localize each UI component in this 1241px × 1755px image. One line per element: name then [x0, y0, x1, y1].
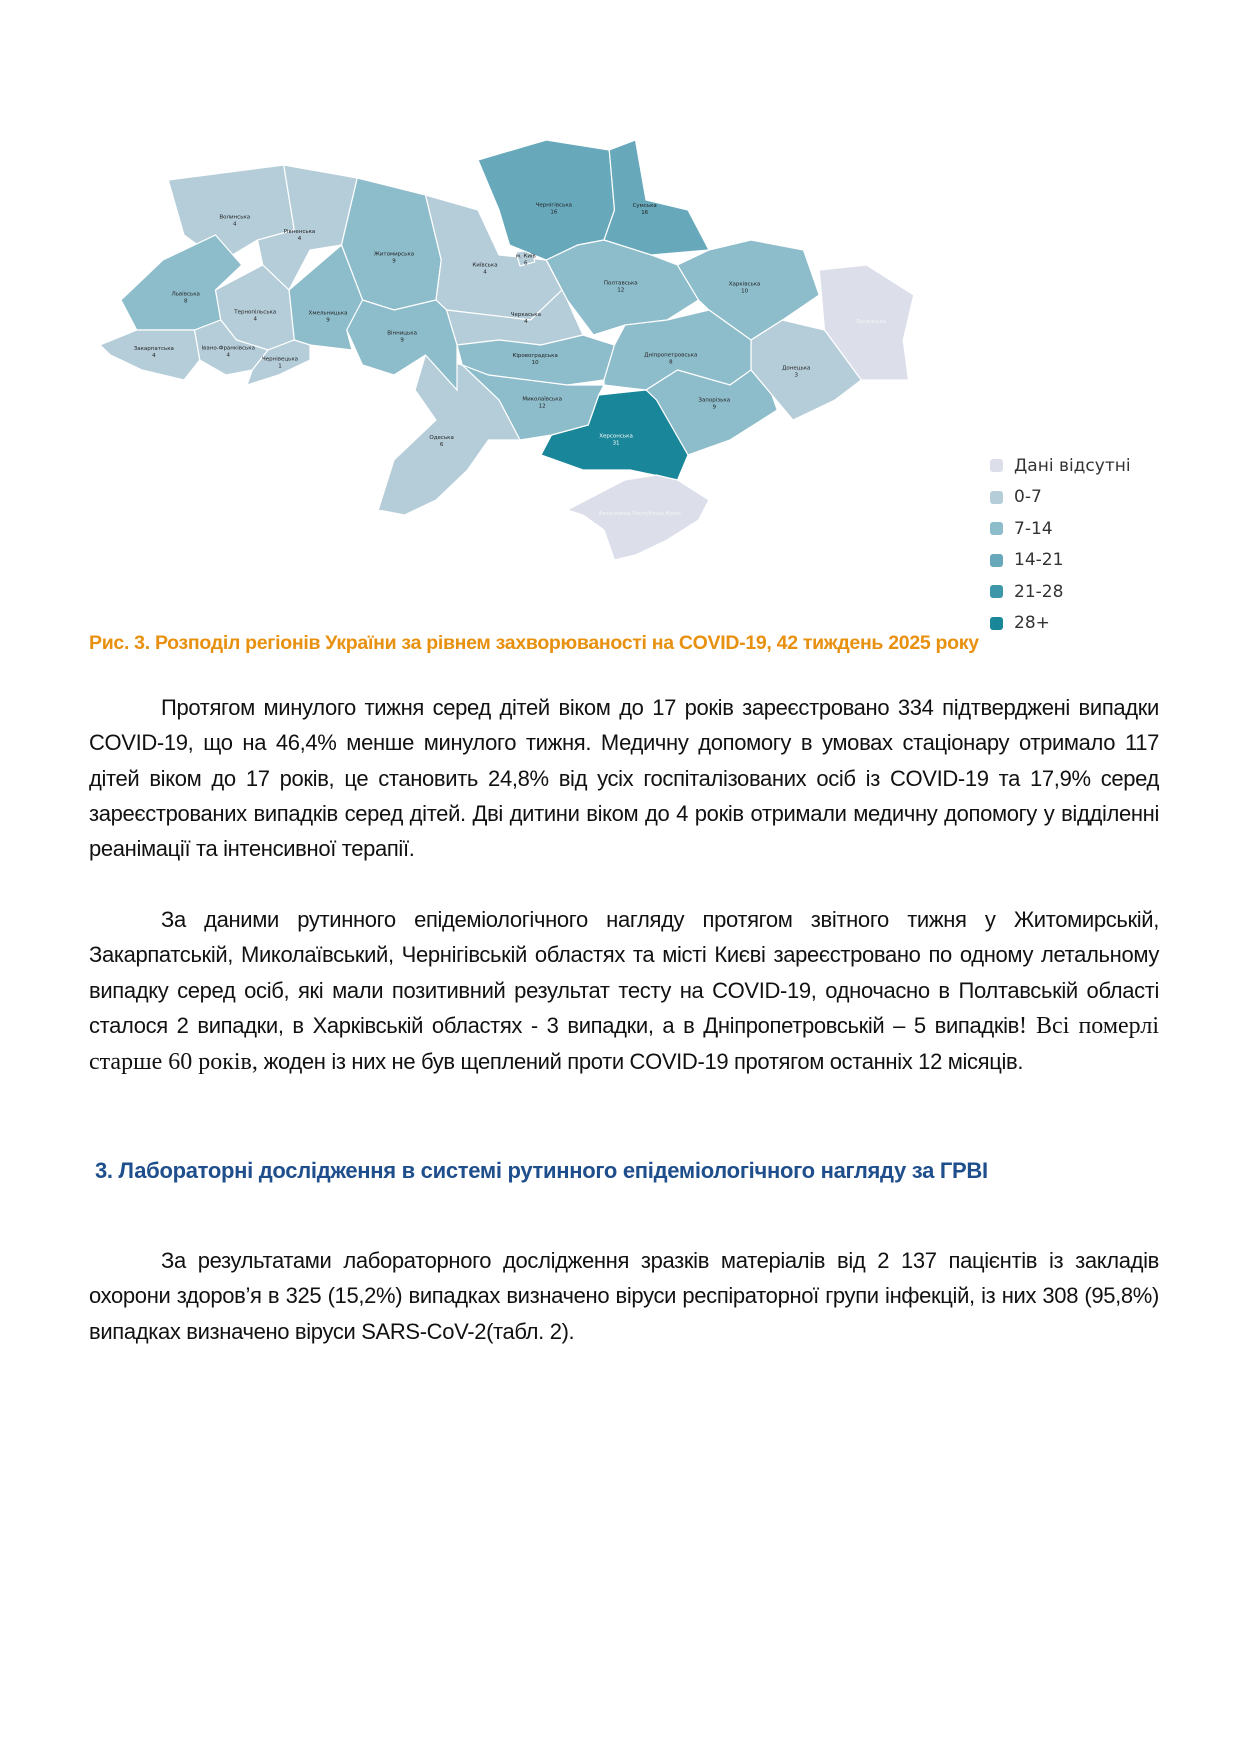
- region-name-label: Чернівецька: [261, 356, 299, 363]
- region-name-label: Івано-Франківська: [201, 345, 255, 352]
- legend-label: Дані відсутні: [1014, 455, 1131, 476]
- region-value-label: 4: [233, 221, 237, 228]
- region-value-label: 4: [226, 352, 230, 359]
- paragraph-deaths: [89, 902, 1159, 1080]
- legend-swatch: [990, 585, 1003, 598]
- region-crimea: [567, 475, 709, 560]
- legend-swatch: [990, 554, 1003, 567]
- paragraph-lab: За результатами лабораторного дослідження зразків матеріалів від 2 137 пацієнтів із закладів охорони здоров’я в 325 (15,2%) випадках визначено віруси респіраторної групи інфекцій, із них 308 (95,8%) випадках визначено віруси SARS-CoV-2(табл. 2).: [89, 1248, 1159, 1344]
- region-name-label: Дніпропетровська: [644, 352, 698, 359]
- legend-swatch: [990, 459, 1003, 472]
- region-name-label: Миколаївська: [522, 396, 562, 403]
- region-name-label: Тернопільська: [234, 309, 277, 316]
- region-value-label: 9: [326, 317, 330, 324]
- legend-label: 28+: [1014, 613, 1050, 634]
- legend-item-7-14: [990, 513, 1131, 545]
- legend-label: 7-14: [1014, 518, 1053, 539]
- region-value-label: 4: [524, 319, 528, 326]
- region-name-label: Донецька: [782, 365, 811, 372]
- region-value-label: 4: [253, 316, 257, 323]
- region-value-label: 9: [392, 258, 396, 265]
- legend-item-21-28: [990, 576, 1131, 608]
- paragraph-children: Протягом минулого тижня серед дітей віком до 17 років зареєстровано 334 підтверджені випадки COVID-19, що на 46,4% менше минулого тижня. Медичну допомогу в умовах стаціонару отримало 117 дітей віком до 17 років, це становить 24,8% від усіх госпіталізованих осіб із COVID-19 та 17,9% серед зареєстрованих випадків серед дітей. Дві дитини віком до 4 років отримали медичну допомогу у відділенні реанімації та інтенсивної терапії.: [89, 695, 1159, 862]
- region-zakarpattia: [100, 330, 200, 380]
- region-name-label: м. Київ: [515, 253, 536, 260]
- region-value-label: 16: [550, 209, 558, 216]
- legend-item-0-7: [990, 482, 1131, 514]
- region-value-label: 12: [538, 403, 546, 410]
- region-name-label: Рівненська: [283, 228, 316, 235]
- region-name-label: Одеська: [429, 434, 454, 441]
- legend-item-28-plus: [990, 608, 1131, 640]
- legend-swatch: [990, 491, 1003, 504]
- region-name-label: Житомирська: [373, 251, 415, 258]
- figure-caption: Рис. 3. Розподіл регіонів України за рівнем захворюваності на COVID-19, 42 тиждень 2025 року: [89, 632, 979, 654]
- text-span: За даними рутинного епідеміологічного нагляду протягом звітного тижня у Житомирській, Закарпатській, Миколаївський, Чернігівській областях та місті Києві зареєстровано по одному летальному випадку серед осіб, які мали позитивний результат тесту на COVID-19, одночасно в Полтавській області сталося 2 випадки, в Харківській областях - 3 випадки, а в Дніпропетровській – 5 випадків: [89, 907, 1159, 1038]
- region-name-label: Запорізька: [698, 397, 731, 404]
- region-value-label: 1: [278, 363, 282, 370]
- region-value-label: 9: [712, 404, 716, 411]
- region-name-label: Волинська: [219, 214, 251, 221]
- region-name-label: Чернігівська: [535, 202, 573, 209]
- region-value-label: 8: [184, 298, 188, 305]
- text-span: ! Всі померлі старше 60 років,: [89, 1012, 1159, 1076]
- region-name-label: Херсонська: [599, 433, 633, 440]
- region-name-label: Хмельницька: [308, 310, 348, 317]
- map-legend: [990, 450, 1131, 639]
- region-name-label: Полтавська: [603, 280, 638, 287]
- region-name-label: Закарпатська: [133, 346, 174, 352]
- region-name-label: Автономна Республіка Крим: [598, 511, 681, 517]
- region-value-label: 4: [483, 269, 487, 276]
- region-value-label: 10: [741, 288, 749, 295]
- region-value-label: 8: [669, 359, 673, 366]
- region-value-label: 4: [152, 353, 156, 359]
- region-value-label: 10: [531, 360, 539, 367]
- legend-swatch: [990, 617, 1003, 630]
- region-value-label: 6: [524, 260, 528, 267]
- legend-item-14-21: [990, 545, 1131, 577]
- region-value-label: 31: [612, 440, 620, 447]
- region-sumy: [604, 140, 709, 255]
- region-value-label: 9: [400, 337, 404, 344]
- region-name-label: Львівська: [171, 291, 200, 298]
- region-name-label: Харківська: [728, 281, 761, 288]
- legend-label: 21-28: [1014, 581, 1064, 602]
- region-value-label: 6: [439, 441, 444, 448]
- region-value-label: 4: [297, 235, 302, 242]
- region-name-label: Київська: [472, 262, 498, 269]
- region-name-label: Черкаська: [510, 312, 541, 319]
- legend-item-no-data: [990, 450, 1131, 482]
- region-name-label: Кіровоградська: [512, 353, 558, 360]
- region-value-label: 16: [641, 209, 649, 216]
- legend-swatch: [990, 522, 1003, 535]
- region-value-label: 12: [617, 287, 625, 294]
- region-name-label: Вінницька: [387, 330, 417, 337]
- region-name-label: Луганська: [855, 318, 887, 325]
- legend-label: 14-21: [1014, 550, 1064, 571]
- section-heading: 3. Лабораторні дослідження в системі рутинного епідеміологічного нагляду за ГРВІ: [95, 1158, 988, 1183]
- region-value-label: 3: [794, 372, 799, 379]
- legend-label: 0-7: [1014, 487, 1042, 508]
- text-span: жоден із них не був щеплений проти COVID-19 протягом останніх 12 місяців.: [257, 1049, 1024, 1075]
- region-name-label: Сумська: [632, 202, 657, 209]
